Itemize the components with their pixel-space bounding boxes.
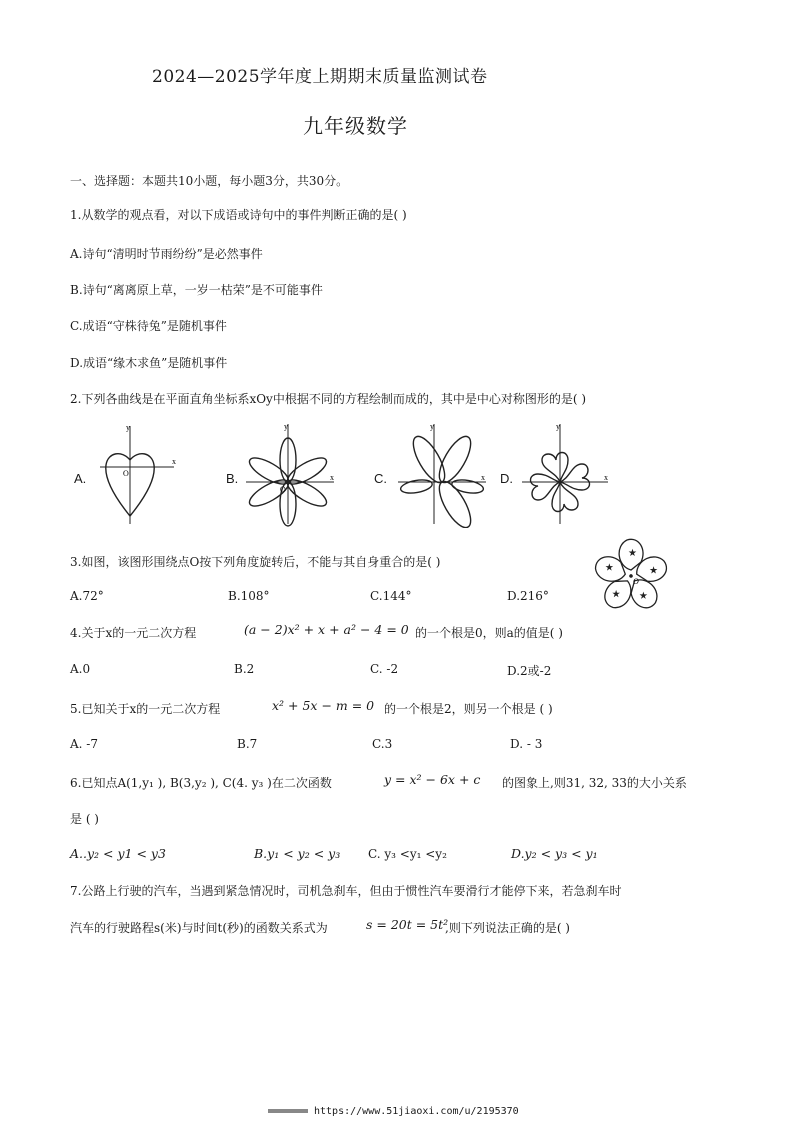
q2-c-axis-x: x xyxy=(481,473,485,482)
q2-a-axis-y: y xyxy=(126,423,130,432)
q2-stem: 2.下列各曲线是在平面直角坐标系xOy中根据不同的方程绘制而成的，其中是中心对称图形的是( ) xyxy=(70,392,587,406)
q3-option-b: B.108° xyxy=(228,589,270,603)
q1-stem: 1.从数学的观点看，对以下成语或诗句中的事件判断正确的是( ) xyxy=(70,208,407,222)
footer-url[interactable]: https://www.51jiaoxi.com/u/2195370 xyxy=(314,1106,519,1117)
q7-line1: 7.公路上行驶的汽车，当遇到紧急情况时，司机急刹车，但由于惯性汽车要滑行才能停下来，若急刹车时 xyxy=(70,884,622,898)
footer-bar-icon xyxy=(268,1109,308,1113)
q2-label-c: C. xyxy=(374,471,387,486)
q2-b-axis-y: y xyxy=(284,422,288,431)
svg-text:★: ★ xyxy=(609,586,624,601)
svg-text:★: ★ xyxy=(628,548,637,559)
q6-equation: y = x² − 6x + c xyxy=(384,772,481,787)
svg-text:★: ★ xyxy=(636,587,650,603)
svg-text:★: ★ xyxy=(603,561,617,574)
q2-c-axis-y: y xyxy=(430,422,434,431)
q2-b-origin: O xyxy=(280,485,286,494)
q2-d-axis-x: x xyxy=(604,473,608,482)
q6-stem-line2: 是 ( ) xyxy=(70,812,99,826)
q3-stem: 3.如图，该图形围绕点O按下列角度旋转后，不能与其自身重合的是( ) xyxy=(70,555,441,569)
q4-option-b: B.2 xyxy=(234,662,255,676)
q6-option-c: C. y₃ <y₁ <y₂ xyxy=(368,847,447,861)
q2-label-b: B. xyxy=(226,471,239,486)
q5-stem-pre: 5.已知关于x的一元二次方程 xyxy=(70,702,221,716)
q5-option-a: A. -7 xyxy=(70,737,98,751)
q7-line2-post: ,则下列说法正确的是( ) xyxy=(445,921,570,935)
q4-stem-post: 的一个根是0，则a的值是( ) xyxy=(415,626,563,640)
q5-option-d: D. - 3 xyxy=(510,737,543,751)
q5-option-b: B.7 xyxy=(237,737,258,751)
q2-figure-a-heart xyxy=(92,420,182,528)
q5-stem-post: 的一个根是2，则另一个根是 ( ) xyxy=(384,702,553,716)
q2-label-d: D. xyxy=(500,471,513,486)
q4-option-a: A.0 xyxy=(70,662,91,676)
section-heading: 一、选择题：本题共10小题，每小题3分，共30分。 xyxy=(70,174,349,188)
q2-b-axis-x: x xyxy=(330,473,334,482)
q3-figure-origin: O xyxy=(633,577,639,586)
q3-option-a: A.72° xyxy=(70,589,104,603)
q3-figure-rotational xyxy=(586,532,676,618)
exam-title: 2024—2025学年度上期期末质量监测试卷 xyxy=(152,67,488,87)
q2-figure-d-clover xyxy=(516,420,612,528)
q6-stem-post: 的图象上,则31, 32, 33的大小关系 xyxy=(502,776,687,790)
q6-option-d: D.y₂ < y₃ < y₁ xyxy=(511,846,598,861)
q4-equation: (a − 2)x² + x + a² − 4 = 0 xyxy=(244,622,409,637)
svg-text:★: ★ xyxy=(646,564,660,577)
q3-option-d: D.216° xyxy=(507,589,549,603)
q6-stem-pre: 6.已知点A(1,y₁ ), B(3,y₂ ), C(4. y₃ )在二次函数 xyxy=(70,776,332,790)
q1-option-d: D.成语“缘木求鱼”是随机事件 xyxy=(70,356,228,370)
q1-option-b: B.诗句“离离原上草，一岁一枯荣”是不可能事件 xyxy=(70,283,323,297)
q5-option-c: C.3 xyxy=(372,737,393,751)
q2-a-origin: O xyxy=(123,469,129,478)
q2-figure-b-flower xyxy=(240,420,340,528)
q5-equation: x² + 5x − m = 0 xyxy=(272,698,375,713)
q4-option-c: C. -2 xyxy=(370,662,399,676)
q6-option-a: A..y₂ < y1 < y3 xyxy=(70,846,166,861)
q6-option-b: B.y₁ < y₂ < y₃ xyxy=(254,846,341,861)
q2-figure-c-petals xyxy=(394,420,490,528)
q2-label-a: A. xyxy=(74,471,87,486)
q7-equation: s = 20t = 5t² xyxy=(366,917,449,932)
q4-option-d: D.2或-2 xyxy=(507,664,552,678)
footer-watermark xyxy=(268,1106,519,1117)
q2-d-axis-y: y xyxy=(556,422,560,431)
q1-option-a: A.诗句“清明时节雨纷纷”是必然事件 xyxy=(70,247,263,261)
exam-subtitle: 九年级数学 xyxy=(303,114,408,138)
q7-line2-pre: 汽车的行驶路程s(米)与时间t(秒)的函数关系式为 xyxy=(70,921,328,935)
q3-option-c: C.144° xyxy=(370,589,412,603)
q1-option-c: C.成语“守株待兔”是随机事件 xyxy=(70,319,227,333)
q2-a-axis-x: x xyxy=(172,457,176,466)
q4-stem-pre: 4.关于x的一元二次方程 xyxy=(70,626,197,640)
